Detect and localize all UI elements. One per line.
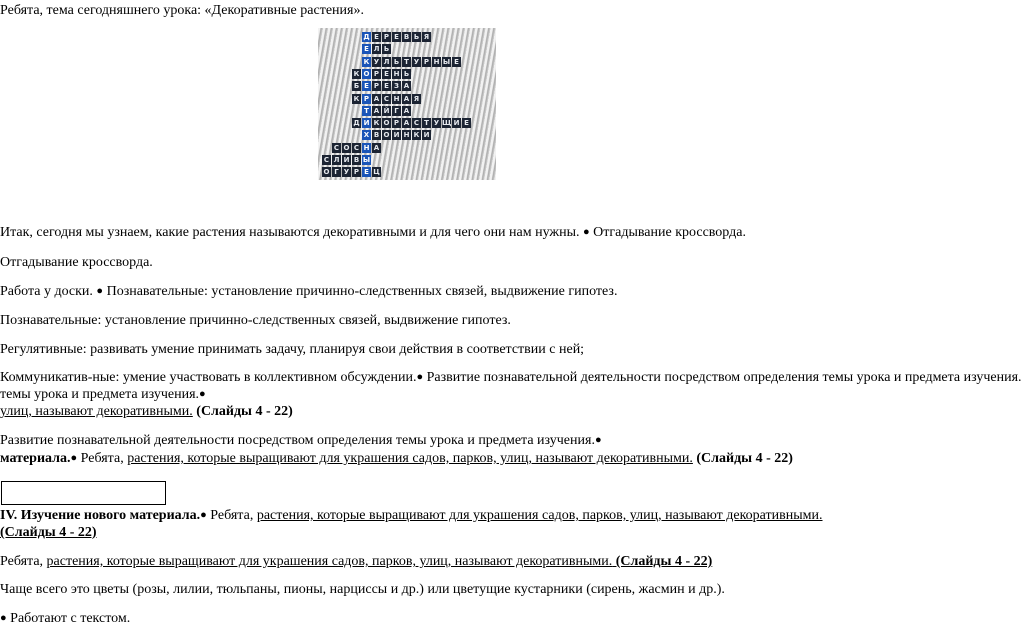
crossword-cell: Е: [462, 118, 471, 128]
crossword-cell: К: [353, 69, 360, 78]
crossword-cell: И: [453, 119, 460, 128]
crossword-cell: С: [353, 143, 360, 152]
crossword-cell: К: [373, 119, 380, 128]
paragraph-6-text: Коммуникатив-ные: умение участвовать в коллективном обсуждении.: [0, 370, 417, 385]
crossword-cell: А: [403, 82, 410, 91]
empty-table-cell: [1, 481, 166, 505]
paragraph-7: [0, 432, 812, 449]
crossword-cell: Р: [373, 69, 380, 78]
paragraph-6: [0, 369, 1022, 386]
crossword-cell: Е: [392, 32, 401, 42]
crossword-cell: А: [373, 106, 380, 115]
slides-ref: (Слайды 4 - 22): [0, 525, 97, 540]
crossword-cell: С: [323, 156, 330, 164]
intro-text: Ребята, тема сегодняшнего урока: «Декоративные растения».: [0, 3, 364, 18]
crossword-cell: Д: [363, 33, 370, 41]
crossword-cell: Р: [383, 33, 390, 41]
bullet-icon: ●: [70, 452, 78, 464]
paragraph-11-text: Работают с текстом.: [6, 611, 131, 626]
underlined-text: растения, которые выращивают для украшения садов, парков, улиц, называют декоративными.: [127, 451, 693, 466]
paragraph-9-text: Ребята,: [0, 554, 47, 569]
paragraph-6-line-2: [0, 403, 812, 420]
paragraph-11: [0, 610, 812, 627]
crossword-cell: С: [383, 94, 390, 103]
crossword-row: [352, 81, 412, 91]
crossword-cell: Щ: [442, 119, 452, 128]
crossword-cell: Ы: [442, 57, 451, 66]
crossword-cell: У: [413, 57, 420, 66]
crossword-cell: У: [373, 57, 380, 66]
crossword-row: [322, 167, 382, 177]
crossword-cell: А: [373, 94, 380, 103]
paragraph-4: [0, 312, 812, 329]
crossword-cell: К: [413, 131, 420, 140]
paragraph-4-text: Познавательные: установление причинно-следственных связей, выдвижение гипотез.: [0, 313, 511, 328]
paragraph-7-text: Развитие познавательной деятельности посредством определения темы урока и предмета изучения.: [0, 433, 595, 448]
crossword-row: [352, 94, 422, 104]
crossword-row: [352, 69, 412, 79]
crossword-cell: Р: [423, 57, 430, 66]
crossword-cell: Ь: [413, 33, 420, 41]
paragraph-8: [0, 507, 823, 524]
crossword-cell: А: [403, 106, 410, 115]
crossword-cell: Р: [373, 82, 380, 91]
crossword-cell: А: [403, 94, 410, 103]
crossword-cell: Н: [403, 131, 410, 140]
crossword-cell: Е: [452, 57, 461, 67]
crossword-cell: С: [333, 143, 340, 152]
crossword-cell: Т: [362, 106, 371, 116]
crossword-cell: О: [363, 69, 370, 78]
crossword-cell: Р: [393, 119, 400, 128]
section-heading: IV. Изучение нового материала.: [0, 508, 201, 523]
crossword-cell: И: [393, 131, 400, 140]
crossword-row: [362, 130, 432, 140]
crossword-cell: Р: [353, 168, 360, 177]
crossword-cell: Н: [393, 69, 400, 78]
bullet-icon: ●: [416, 371, 424, 383]
crossword-cell: С: [413, 119, 420, 128]
crossword-cell: Е: [362, 81, 371, 91]
crossword-row: [362, 57, 462, 67]
crossword-cell: Е: [382, 69, 391, 79]
paragraph-10: [0, 581, 812, 598]
crossword-cell: А: [373, 143, 380, 152]
intro-paragraph: [0, 2, 812, 19]
crossword-cell: О: [383, 119, 390, 128]
slides-ref: (Слайды 4 - 22): [692, 451, 793, 466]
paragraph-5: [0, 341, 812, 358]
underlined-text: растения, которые выращивают для украшения садов, парков, улиц, называют декоративными.: [46, 554, 613, 569]
crossword-cell: Е: [382, 81, 391, 91]
crossword-cell: К: [363, 57, 370, 66]
crossword-cell: Г: [392, 106, 401, 116]
bullet-icon: ●: [96, 285, 104, 297]
paragraph-7-text-2: Ребята,: [77, 451, 128, 466]
crossword-cell: В: [403, 33, 410, 41]
crossword-cell: Е: [362, 167, 371, 177]
crossword-cell: Б: [353, 82, 360, 91]
bullet-icon: ●: [594, 434, 602, 446]
crossword-row: [332, 143, 382, 153]
paragraph-2-text: Отгадывание кроссворда.: [0, 255, 153, 270]
paragraph-7-line-2: [0, 450, 812, 467]
crossword-cell: А: [403, 119, 410, 128]
crossword-cell: З: [392, 81, 401, 91]
bullet-icon: ●: [200, 509, 207, 521]
crossword-cell: Е: [372, 32, 381, 42]
paragraph-5-text: Регулятивные: развивать умение принимать задачу, планируя свои действия в соответствии с ней;: [0, 342, 585, 357]
crossword-cell: Н: [363, 143, 370, 152]
crossword-cell: О: [383, 131, 390, 140]
paragraph-1-text: Итак, сегодня мы узнаем, какие растения называются декоративными и для чего они нам нужны.: [0, 225, 583, 240]
slides-ref: (Слайды 4 - 22): [612, 554, 713, 569]
crossword-cell: Н: [393, 94, 400, 103]
bullet-icon: ●: [583, 226, 590, 238]
underlined-text: улиц, называют декоративными.: [0, 404, 193, 419]
slides-ref: (Слайды 4 - 22): [192, 404, 293, 419]
crossword-cell: И: [423, 131, 430, 140]
crossword-cell: Х: [363, 131, 370, 140]
paragraph-2: [0, 254, 812, 271]
crossword-cell: Я: [423, 33, 430, 41]
crossword-cell: И: [363, 119, 370, 128]
crossword-row: [362, 106, 412, 116]
crossword-cell: В: [353, 156, 360, 164]
underlined-text: растения, которые выращивают для украшения садов, парков, улиц, называют декоративными.: [256, 508, 823, 523]
paragraph-3: [0, 283, 812, 300]
crossword-row: [362, 32, 432, 42]
crossword-cell: О: [323, 168, 330, 177]
crossword-cell: Р: [363, 94, 370, 103]
crossword-cell: Т: [422, 118, 431, 128]
paragraph-1-tail: Отгадывание кроссворда.: [589, 225, 746, 240]
bullet-icon: ●: [199, 388, 206, 400]
crossword-cell: И: [343, 156, 350, 164]
crossword-cell: Г: [332, 167, 341, 177]
crossword-cell: К: [353, 94, 360, 103]
paragraph-8-line-2: [0, 524, 812, 541]
crossword-cell: Н: [433, 57, 440, 66]
crossword-cell: Ь: [403, 69, 410, 78]
bullet-icon: ●: [0, 612, 7, 624]
crossword-cell: Ь: [383, 45, 390, 54]
paragraph-9: [0, 553, 812, 570]
crossword-cell: Ы: [362, 156, 371, 164]
crossword-cell: Д: [353, 119, 360, 128]
paragraph-6-tail: Развитие познавательной деятельности посредством определения темы урока и предмета изучения.: [423, 370, 1022, 385]
paragraph-1: [0, 224, 812, 241]
crossword-cell: Й: [383, 106, 390, 115]
paragraph-3-text: Работа у доски.: [0, 284, 97, 299]
crossword-cell: Л: [383, 57, 390, 66]
paragraph-3-tail: Познавательные: установление причинно-следственных связей, выдвижение гипотез.: [103, 284, 618, 299]
crossword-cell: Ь: [393, 57, 400, 66]
crossword-cell: В: [373, 131, 380, 140]
paragraph-6-line-wrap: темы урока и предмета изучения.●: [0, 387, 206, 402]
bold-text: материала.: [0, 451, 71, 466]
crossword-image: [318, 28, 496, 180]
paragraph-10-text: Чаще всего это цветы (розы, лилии, тюльпаны, пионы, нарциссы и др.) или цветущие кустарники (сирень, жасмин и др.).: [0, 582, 725, 597]
crossword-cell: Е: [362, 44, 371, 54]
crossword-cell: Я: [413, 94, 420, 103]
crossword-row: [322, 155, 372, 165]
crossword-cell: У: [433, 119, 440, 128]
paragraph-8-text: Ребята,: [206, 508, 257, 523]
crossword-row: [352, 118, 472, 128]
crossword-cell: Л: [373, 45, 380, 54]
crossword-cell: У: [343, 168, 350, 177]
crossword-cell: Т: [402, 57, 411, 67]
crossword-row: [362, 44, 392, 54]
crossword-cell: Ц: [373, 168, 380, 177]
crossword-cell: О: [343, 143, 350, 152]
crossword-cell: Л: [333, 156, 340, 164]
